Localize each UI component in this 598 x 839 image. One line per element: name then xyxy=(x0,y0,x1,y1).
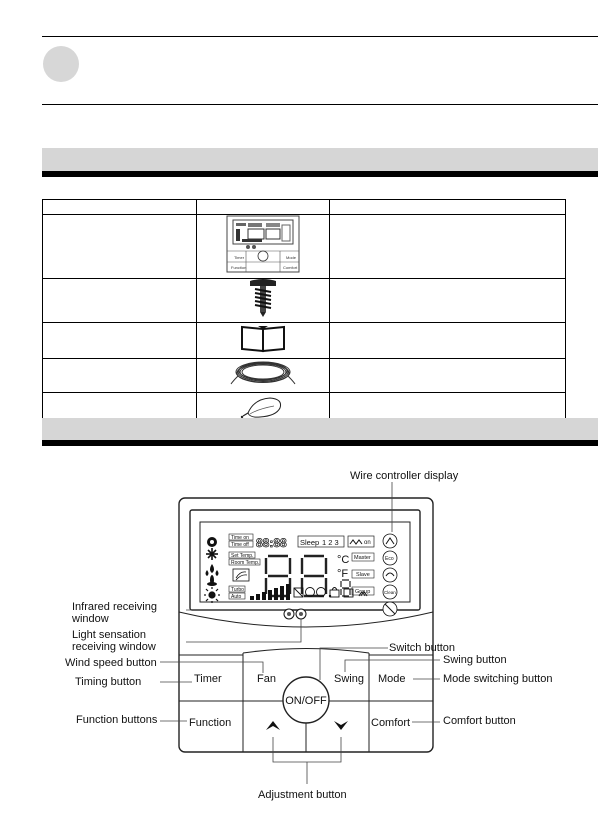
group-label: Group xyxy=(355,589,371,595)
set-temp-label: Set Temp. xyxy=(231,553,254,559)
on-off-label: ON/OFF xyxy=(285,695,327,707)
callout-timing: Timing button xyxy=(75,676,142,688)
health-icon xyxy=(383,568,397,582)
celsius-indicator: °C xyxy=(337,554,350,566)
callout-adjust: Adjustment button xyxy=(258,789,347,801)
callout-function: Function buttons xyxy=(76,714,158,726)
comfort-button[interactable]: Comfort xyxy=(371,717,411,729)
time-off-label: Time off xyxy=(231,542,249,548)
callout-display: Wire controller display xyxy=(350,470,459,482)
auto-label: Auto xyxy=(231,594,242,600)
mode-button[interactable]: Mode xyxy=(378,673,406,685)
function-button[interactable]: Function xyxy=(189,717,232,729)
callout-mode: Mode switching button xyxy=(443,673,553,685)
svg-text:Comfort: Comfort xyxy=(283,265,298,270)
svg-text:Timer: Timer xyxy=(234,255,245,260)
callout-infrared: Infrared receiving xyxy=(72,601,157,613)
master-label: Master xyxy=(354,555,371,561)
sleep-label: Sleep xyxy=(300,538,320,547)
swing-button[interactable]: Swing xyxy=(334,673,364,685)
callout-switch: Switch button xyxy=(389,642,456,654)
callout-swing: Swing button xyxy=(443,654,507,666)
fan-button[interactable]: Fan xyxy=(257,673,276,685)
timer-button[interactable]: Timer xyxy=(194,673,222,685)
fahrenheit-indicator: °F xyxy=(337,568,349,580)
callout-light-2: receiving window xyxy=(72,641,156,653)
signal-indicator-icon xyxy=(383,534,397,548)
svg-text:Mode: Mode xyxy=(286,255,297,260)
sleep-levels: 1 2 3 xyxy=(322,538,339,547)
svg-text:Function: Function xyxy=(231,265,247,270)
callout-wind: Wind speed button xyxy=(65,657,157,669)
slave-label: Slave xyxy=(356,572,370,578)
clock-display: 88:88 xyxy=(256,536,287,550)
callout-light: Light sensation xyxy=(72,629,146,641)
callout-infrared-2: window xyxy=(72,613,109,625)
turbo-label: Turbo xyxy=(231,587,244,593)
eco-label: Eco xyxy=(385,556,394,562)
time-on-label: Time on xyxy=(231,535,249,541)
mode-icon xyxy=(207,537,217,547)
clean-label: Clean xyxy=(384,590,396,595)
swing-on-label: on xyxy=(364,540,371,546)
callout-comfort: Comfort button xyxy=(443,715,516,727)
room-temp-label: Room Temp. xyxy=(231,560,260,566)
